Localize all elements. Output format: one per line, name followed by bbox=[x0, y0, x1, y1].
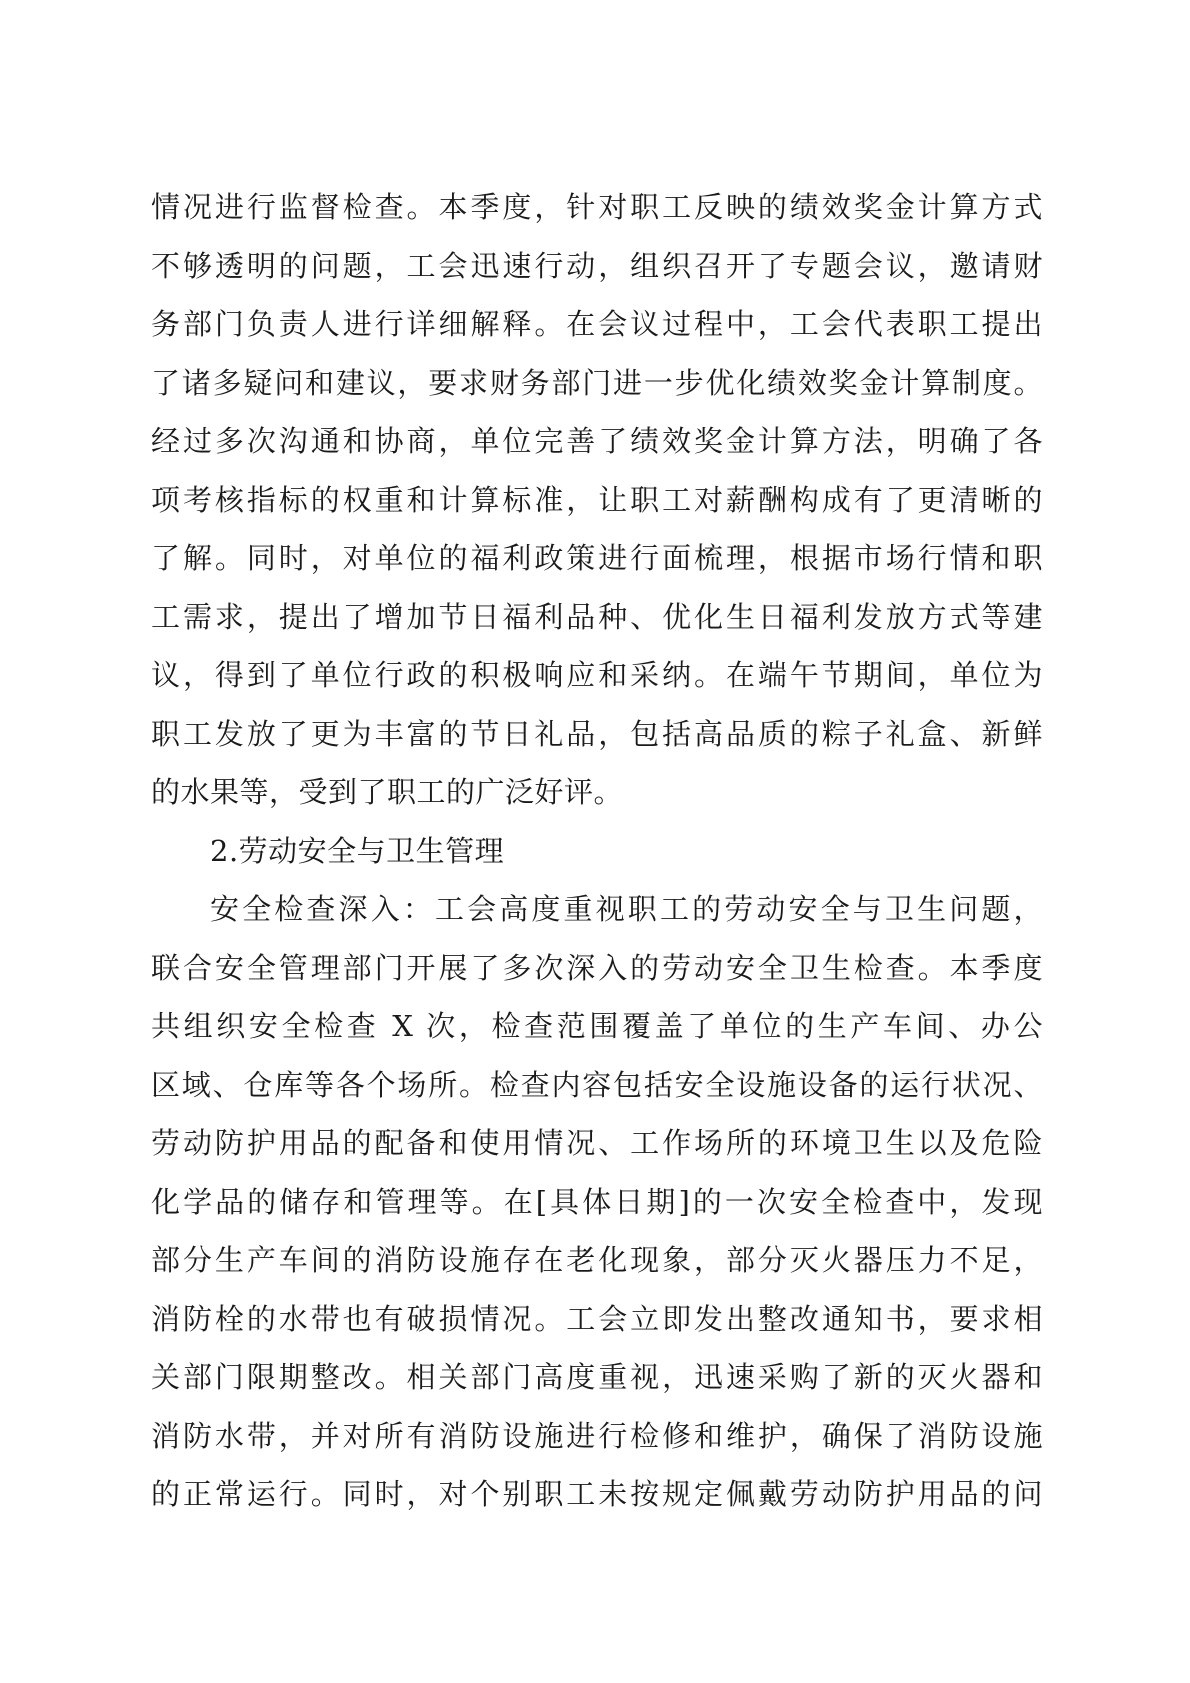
paragraph-safety-inspection bbox=[151, 880, 1043, 1524]
paragraph-line: 职工发放了更为丰富的节日礼品，包括高品质的粽子礼盒、新鲜 bbox=[151, 716, 1043, 751]
paragraph-line: 项考核指标的权重和计算标准，让职工对薪酬构成有了更清晰的 bbox=[151, 482, 1043, 517]
paragraph-compensation bbox=[151, 178, 1043, 822]
paragraph-line: 安全检查深入：工会高度重视职工的劳动安全与卫生问题， bbox=[210, 892, 1043, 926]
document-body bbox=[151, 178, 1043, 1524]
paragraph-line: 议，得到了单位行政的积极响应和采纳。在端午节期间，单位为 bbox=[151, 658, 1043, 692]
paragraph-line: 了解。同时，对单位的福利政策进行面梳理，根据市场行情和职 bbox=[151, 541, 1043, 575]
paragraph-line: 不够透明的问题，工会迅速行动，组织召开了专题会议，邀请财 bbox=[151, 248, 1043, 283]
paragraph-line: 消防栓的水带也有破损情况。工会立即发出整改通知书，要求相 bbox=[151, 1301, 1043, 1336]
paragraph-line: 的水果等，受到了职工的广泛好评。 bbox=[151, 775, 624, 809]
paragraph-line: 联合安全管理部门开展了多次深入的劳动安全卫生检查。本季度 bbox=[151, 950, 1043, 985]
paragraph-line: 劳动防护用品的配备和使用情况、工作场所的环境卫生以及危险 bbox=[151, 1126, 1043, 1160]
paragraph-line: 工需求，提出了增加节日福利品种、优化生日福利发放方式等建 bbox=[151, 599, 1043, 634]
paragraph-line: 区域、仓库等各个场所。检查内容包括安全设施设备的运行状况、 bbox=[151, 1067, 1043, 1102]
paragraph-line: 了诸多疑问和建议，要求财务部门进一步优化绩效奖金计算制度。 bbox=[151, 365, 1043, 400]
paragraph-line: 化学品的储存和管理等。在[具体日期]的一次安全检查中，发现 bbox=[151, 1184, 1043, 1219]
section-heading: 2.劳动安全与卫生管理 bbox=[210, 833, 505, 868]
paragraph-line: 消防水带，并对所有消防设施进行检修和维护，确保了消防设施 bbox=[151, 1418, 1043, 1453]
paragraph-line: 情况进行监督检查。本季度，针对职工反映的绩效奖金计算方式 bbox=[151, 190, 1043, 224]
paragraph-line: 经过多次沟通和协商，单位完善了绩效奖金计算方法，明确了各 bbox=[151, 424, 1043, 458]
paragraph-line: 的正常运行。同时，对个别职工未按规定佩戴劳动防护用品的问 bbox=[151, 1477, 1043, 1511]
paragraph-line: 部分生产车间的消防设施存在老化现象，部分灭火器压力不足， bbox=[151, 1243, 1043, 1277]
paragraph-line: 共组织安全检查 X 次，检查范围覆盖了单位的生产车间、办公 bbox=[151, 1009, 1043, 1043]
paragraph-line: 关部门限期整改。相关部门高度重视，迅速采购了新的灭火器和 bbox=[151, 1360, 1043, 1394]
paragraph-line: 务部门负责人进行详细解释。在会议过程中，工会代表职工提出 bbox=[151, 307, 1043, 341]
